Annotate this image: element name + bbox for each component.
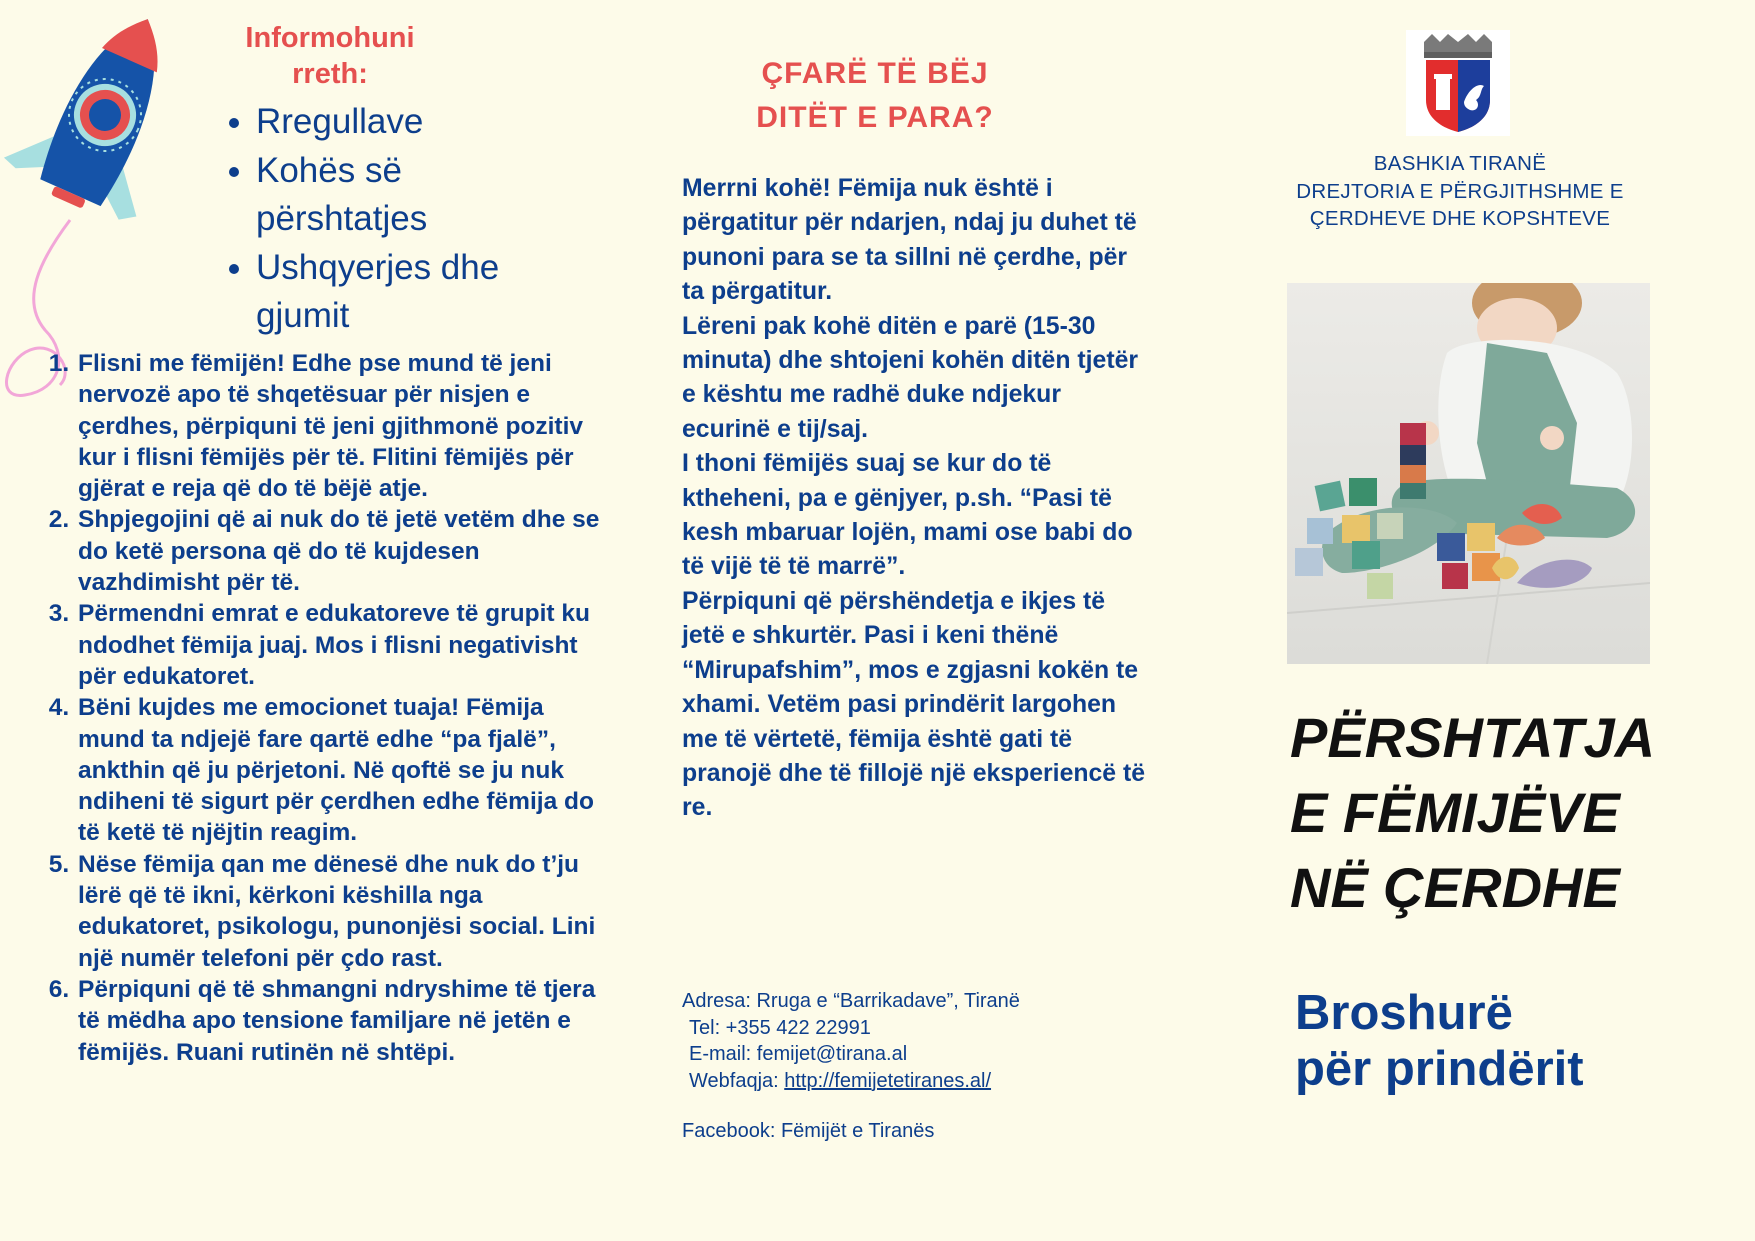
title-line: ÇFARË TË BËJ <box>761 57 989 90</box>
web-link[interactable]: http://femijetetiranes.al/ <box>784 1069 992 1092</box>
paragraph: Përpiquni që përshëndetja e ikjes të jetë e shkurtër. Pasi i keni thënë “Mirupafshim”, mos e zgjasni kokën te xhami. Vetëm pasi prindërit largohen me të vërtetë, fëmija është gati të pranojë dhe të fillojë një eksperiencë të re. <box>682 587 1146 822</box>
info-title: Informohuni rreth: <box>245 22 415 90</box>
web-row <box>682 1068 1122 1095</box>
first-days-body <box>682 172 1152 826</box>
facebook-text: Facebook: Fëmijët e Tiranës <box>682 1120 935 1142</box>
organization-name <box>1270 150 1650 233</box>
paragraph: Merrni kohë! Fëmija nuk është i përgatitur për ndarjen, ndaj ju duhet të punoni para se ta sillni në çerdhe, për ta përgatitur. <box>682 175 1137 306</box>
list-item: • Kohës së përshtatjes <box>256 147 516 244</box>
tip-item: 1. Flisni me fëmijën! Edhe pse mund të jeni nervozë apo të shqetësuar për nisjen e çerdhes, përpiquni të jeni gjithmonë pozitiv kur i flisni fëmijës për të. Flitini fëmijës për gjërat e reja që do të bëjë atje. <box>76 348 611 504</box>
tip-item: 4. Bëni kujdes me emocionet tuaja! Fëmija mund ta ndjejë fare qartë edhe “pa fjalë”, ankthin që ju përjetoni. Në qoftë se ju nuk ndiheni të sigurt për çerdhen edhe fëmija do të ketë të njëjtin reagim. <box>76 692 611 848</box>
first-days-title <box>660 52 1090 140</box>
list-item: • Rregullave <box>256 98 516 147</box>
info-list <box>218 98 516 341</box>
subtitle-line: Broshurë <box>1295 986 1513 1040</box>
email-text: E-mail: femijet@tirana.al <box>689 1043 908 1065</box>
web-label: Webfaqja: <box>689 1069 785 1092</box>
org-line: ÇERDHEVE DHE KOPSHTEVE <box>1309 207 1611 230</box>
city-crest-logo <box>1406 30 1510 136</box>
subtitle-line: për prindërit <box>1295 1042 1584 1096</box>
address-text: Adresa: Rruga e “Barrikadave”, Tiranë <box>682 990 1020 1012</box>
tip-item: 5. Nëse fëmija qan me dënesë dhe nuk do t’ju lërë që të ikni, kërkoni këshilla nga edukatoret, psikologu, punonjësi social. Lini një numër telefoni për çdo rast. <box>76 849 611 974</box>
org-line: DREJTORIA E PËRGJITHSHME E <box>1296 179 1624 203</box>
title-line: DITËT E PARA? <box>756 101 994 134</box>
title-line: PËRSHTATJA <box>1290 706 1656 769</box>
tip-item: 2. Shpjegojini që ai nuk do të jetë vetëm dhe se do ketë persona që do të kujdesen vazhdimisht për të. <box>76 504 611 598</box>
child-playing-photo <box>1287 283 1650 664</box>
tip-item: 6. Përpiquni që të shmangni ndryshime të tjera të mëdha apo tensione familjare në jetën e fëmijës. Ruani rutinën në shtëpi. <box>76 974 611 1068</box>
paragraph: I thoni fëmijës suaj se kur do të ktheheni, pa e gënjyer, p.sh. “Pasi të kesh mbaruar lojën, mami ose babi do të vijë të të marrë”. <box>682 450 1133 581</box>
title-line: E FËMIJËVE <box>1290 781 1620 844</box>
phone-text: Tel: +355 422 22991 <box>689 1016 871 1039</box>
tips-list <box>44 348 611 1068</box>
contacts-block <box>682 988 1122 1094</box>
list-item: • Ushqyerjes dhe gjumit <box>256 244 516 341</box>
title-line: NË ÇERDHE <box>1290 856 1620 919</box>
org-line: BASHKIA TIRANË <box>1373 152 1547 175</box>
tip-item: 3. Përmendni emrat e edukatoreve të grupit ku ndodhet fëmija juaj. Mos i flisni negativisht për edukatoret. <box>76 598 611 692</box>
brochure-subtitle <box>1295 985 1735 1097</box>
paragraph: Lëreni pak kohë ditën e parë (15-30 minuta) dhe shtojeni kohën ditën tjetër e kështu me radhë duke ndjekur ecurinë e tij/saj. <box>682 312 1139 443</box>
brochure-title <box>1290 700 1730 925</box>
